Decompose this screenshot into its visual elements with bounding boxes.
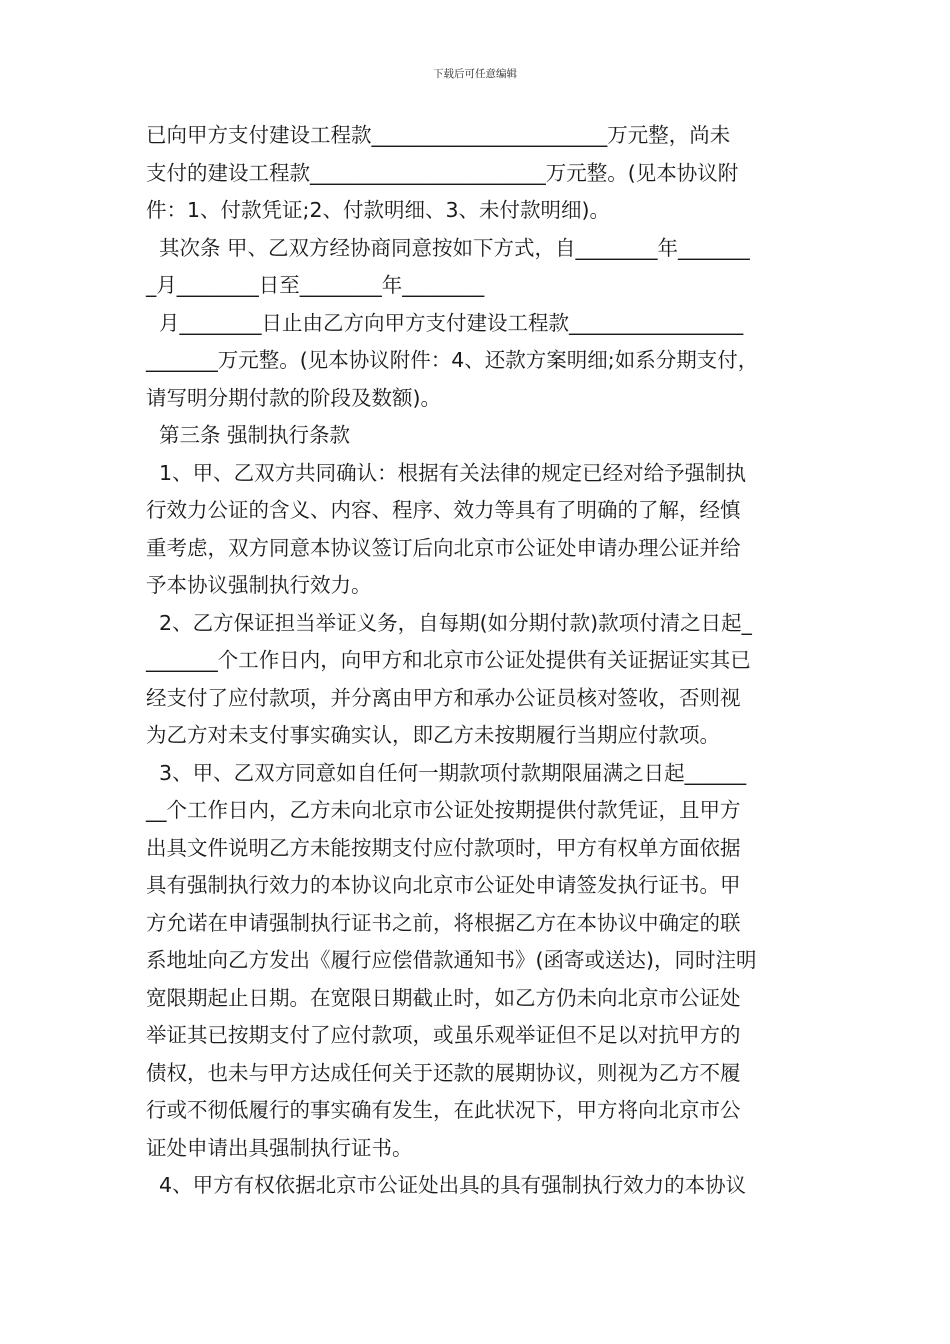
body-line: 第三条 强制执行条款 — [146, 423, 351, 447]
body-line: 月________日止由乙方向甲方支付建设工程款_________________ — [146, 311, 744, 335]
page-header: 下载后可任意编辑 — [433, 68, 517, 80]
body-line: _______万元整。(见本协议附件：4、还款方案明细;如系分期支付， — [146, 348, 759, 372]
body-line: 举证其已按期支付了应付款项，或虽乐观举证但不足以对抗甲方的 — [146, 1023, 741, 1047]
body-line: _月________日至________年________ — [146, 273, 485, 297]
body-line: _______个工作日内，向甲方和北京市公证处提供有关证据证实其已 — [146, 648, 751, 672]
body-line: 1、甲、乙双方共同确认：根据有关法律的规定已经对给予强制执 — [146, 461, 747, 485]
body-line: 已向甲方支付建设工程款_______________________万元整，尚未 — [146, 123, 731, 147]
body-line: 方允诺在申请强制执行证书之前，将根据乙方在本协议中确定的联 — [146, 911, 741, 935]
body-line: 请写明分期付款的阶段及数额)。 — [146, 386, 441, 410]
body-line: 债权，也未与甲方达成任何关于还款的展期协议，则视为乙方不履 — [146, 1061, 741, 1085]
body-line: 行效力公证的含义、内容、程序、效力等具有了明确的了解，经慎 — [146, 498, 741, 522]
body-line: 宽限期起止日期。在宽限日期截止时，如乙方仍未向北京市公证处 — [146, 986, 741, 1010]
body-line: 件：1、付款凭证;2、付款明细、3、未付款明细)。 — [146, 198, 611, 222]
body-line: 证处申请出具强制执行证书。 — [146, 1136, 413, 1160]
body-line: 其次条 甲、乙双方经协商同意按如下方式，自________年_______ — [146, 236, 750, 260]
body-line: 行或不彻低履行的事实确有发生，在此状况下，甲方将向北京市公 — [146, 1098, 741, 1122]
body-line: 重考虑，双方同意本协议签订后向北京市公证处申请办理公证并给 — [146, 536, 741, 560]
body-line: 系地址向乙方发出《履行应偿借款通知书》(函寄或送达)，同时注明 — [146, 948, 757, 972]
body-line: 为乙方对未支付事实确实认，即乙方未按期履行当期应付款项。 — [146, 723, 720, 747]
body-line: 支付的建设工程款_______________________万元整。(见本协议附 — [146, 161, 739, 185]
body-line: 4、甲方有权依据北京市公证处出具的具有强制执行效力的本协议 — [146, 1173, 747, 1197]
body-line: 出具文件说明乙方未能按期支付应付款项时，甲方有权单方面依据 — [146, 836, 741, 860]
body-line: 3、甲、乙双方同意如自任何一期款项付款期限届满之日起______ — [146, 761, 747, 785]
body-line: 经支付了应付款项，并分离由甲方和承办公证员核对签收，否则视 — [146, 686, 741, 710]
body-line: 2、乙方保证担当举证义务，自每期(如分期付款)款项付清之日起_ — [146, 611, 752, 635]
body-line: __个工作日内，乙方未向北京市公证处按期提供付款凭证，且甲方 — [146, 798, 741, 822]
body-line: 具有强制执行效力的本协议向北京市公证处申请签发执行证书。甲 — [146, 873, 741, 897]
body-line: 予本协议强制执行效力。 — [146, 573, 372, 597]
